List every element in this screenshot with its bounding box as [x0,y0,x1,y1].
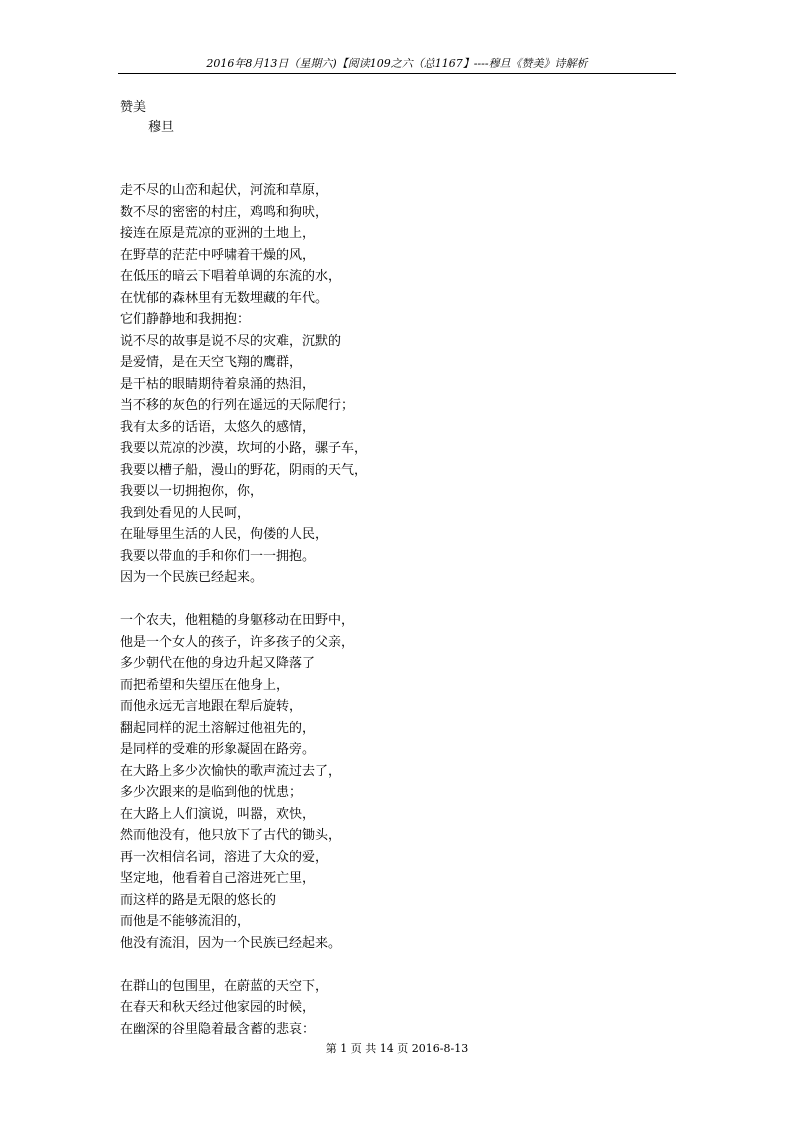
poem-line: 而这样的路是无限的悠长的 [120,892,277,908]
poem-line: 它们静静地和我拥抱： [120,312,251,327]
poem-line: 在忧郁的森林里有无数埋藏的年代。 [120,290,329,306]
poem-stanza [120,610,680,954]
poem-line: 走不尽的山峦和起伏，河流和草原， [120,183,329,198]
poem-line: 当不移的灰色的行列在遥远的天际爬行； [120,398,355,413]
poem-line: 多少朝代在他的身边升起又降落了 [120,656,316,671]
poem-line: 因为一个民族已经起来。 [120,570,264,585]
poem-line: 是爱情，是在天空飞翔的鹰群， [120,355,303,370]
poem-line: 再一次相信名词，溶进了大众的爱， [120,849,329,865]
poem-body [120,180,680,1062]
poem-title: 赞美 [120,100,147,115]
poem-line: 一个农夫，他粗糙的身躯移动在田野中， [120,613,355,628]
poem-line: 然而他没有，他只放下了古代的锄头， [120,828,342,843]
poem-line: 而他是不能够流泪的， [120,914,251,929]
poem-line: 他是一个女人的孩子，许多孩子的父亲， [120,634,355,650]
poem-line: 我要以一切拥抱你，你， [120,484,264,499]
page-header: 2016年8月13日（星期六)【阅读109之六（总1167】----穆旦《赞美》诗解析 [206,57,588,70]
poem-stanza [120,180,680,589]
poem-line: 我要以槽子船，漫山的野花，阴雨的天气， [120,462,368,478]
poem-stanza [120,976,680,1041]
poem-line: 而把希望和失望压在他身上， [120,677,290,693]
poem-line: 在幽深的谷里隐着最含蓄的悲哀： [120,1021,316,1037]
poem-line: 坚定地，他看着自己溶进死亡里， [120,871,316,886]
poem-line: 在春天和秋天经过他家园的时候， [120,1000,316,1015]
page-footer: 第 1 页 共 14 页 2016-8-13 [325,1042,469,1055]
poem-line: 我有太多的话语，太悠久的感情， [120,419,316,435]
poem-line: 在耻辱里生活的人民，佝偻的人民， [120,527,329,542]
poem-line: 数不尽的密密的村庄，鸡鸣和狗吠， [120,204,329,220]
poem-line: 是干枯的眼睛期待着泉涌的热泪， [120,376,316,392]
poem-line: 说不尽的故事是说不尽的灾难，沉默的 [120,333,342,349]
header-divider [118,73,676,74]
poem-author: 穆旦 [148,120,175,135]
poem-line: 我要以带血的手和你们一一拥抱。 [120,548,316,564]
poem-line: 多少次跟来的是临到他的忧患； [120,785,303,800]
poem-line: 是同样的受难的形象凝固在路旁。 [120,742,316,757]
poem-line: 在大路上多少次愉快的歌声流过去了， [120,763,342,779]
poem-line: 而他永远无言地跟在犁后旋转， [120,699,303,714]
poem-line: 在大路上人们演说，叫嚣，欢快， [120,806,316,822]
poem-line: 他没有流泪，因为一个民族已经起来。 [120,935,342,951]
poem-line: 在野草的茫茫中呼啸着干燥的风， [120,247,316,263]
poem-line: 在低压的暗云下唱着单调的东流的水， [120,269,342,284]
poem-line: 接连在原是荒凉的亚洲的土地上， [120,226,316,241]
poem-line: 翻起同样的泥土溶解过他祖先的， [120,720,316,736]
poem-line: 在群山的包围里，在蔚蓝的天空下， [120,978,329,994]
poem-line: 我要以荒凉的沙漠，坎坷的小路，骡子车， [120,441,368,456]
poem-line: 我到处看见的人民呵， [120,505,251,521]
